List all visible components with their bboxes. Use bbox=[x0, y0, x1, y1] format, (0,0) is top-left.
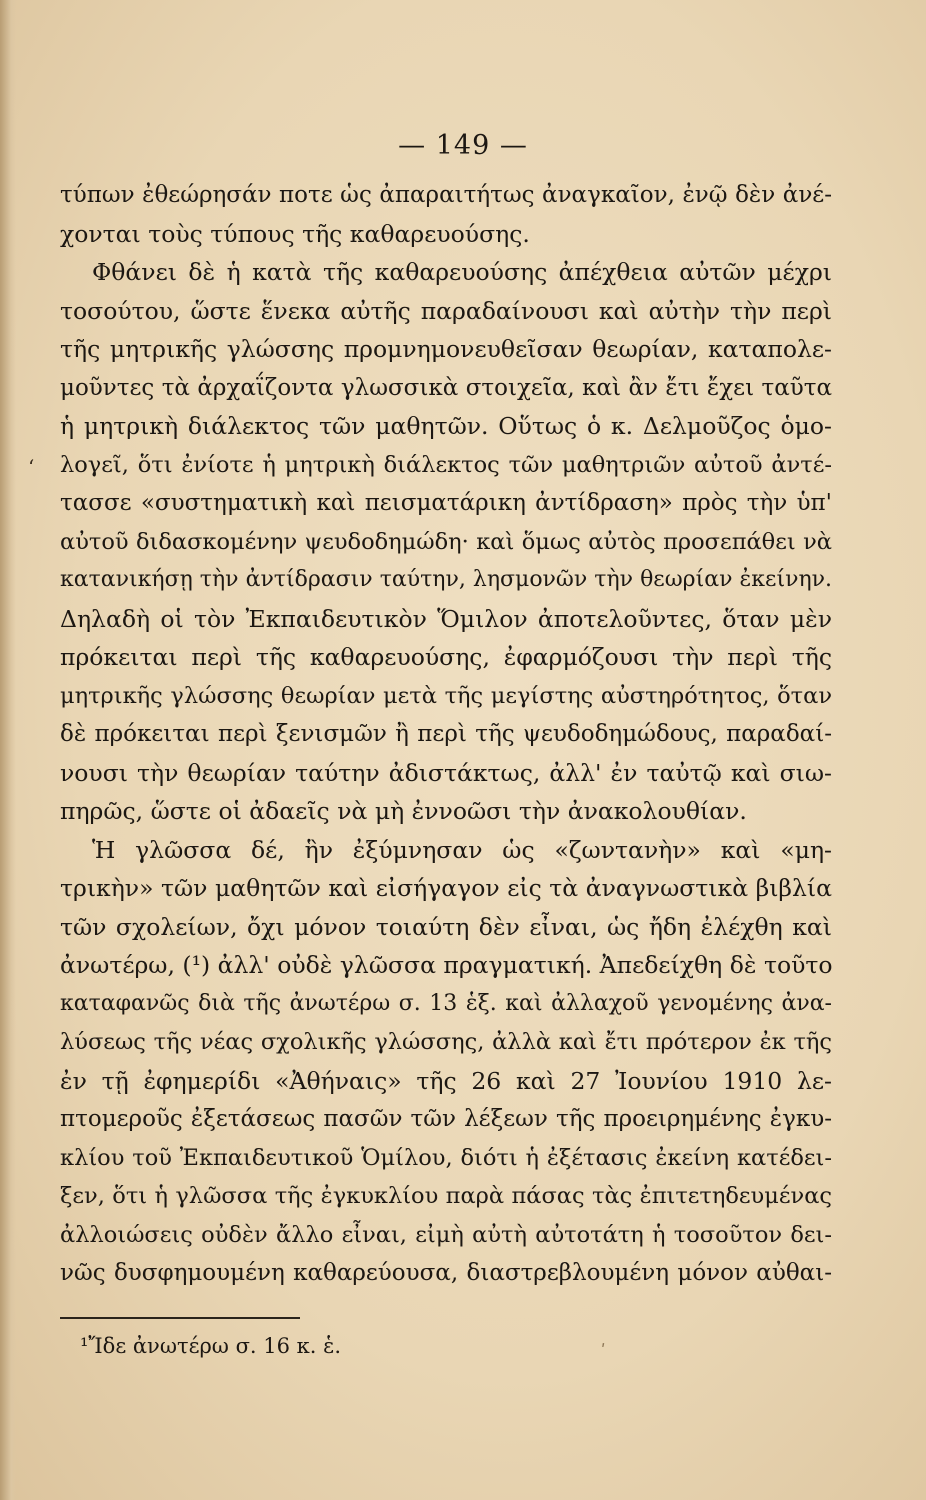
text-line: ἡ μητρικὴ διάλεκτος τῶν μαθητῶν. Οὕτως ὁ κ. Δελμοῦζος ὁμο- bbox=[60, 412, 832, 440]
text-line: δὲ πρόκειται περὶ ξενισμῶν ἢ περὶ τῆς ψευδοδημώδους, παραδαί- bbox=[60, 721, 832, 747]
text-line: τῶν σχολείων, ὄχι μόνον τοιαύτη δὲν εἶναι, ὡς ἤδη ἐλέχθη καὶ bbox=[60, 912, 832, 941]
text-line: ἐν τῇ ἐφημερίδι «Ἀθήναις» τῆς 26 καὶ 27 Ἰουνίου 1910 λε- bbox=[60, 1066, 832, 1095]
text-line: χονται τοὺς τύπους τῆς καθαρευούσης. bbox=[60, 219, 530, 248]
text-line: λύσεως τῆς νέας σχολικῆς γλώσσης, ἀλλὰ καὶ ἔτι πρότερον ἐκ τῆς bbox=[60, 1029, 832, 1055]
footnote: ¹Ἴδε ἀνωτέρω σ. 16 κ. ἑ. bbox=[80, 1334, 342, 1358]
text-line: μητρικῆς γλώσσης θεωρίαν μετὰ τῆς μεγίστης αὐστηρότητος, ὅταν bbox=[60, 682, 832, 709]
text-line: αὐτοῦ διδασκομένην ψευδοδημώδη· καὶ ὅμως αὐτὸς προσεπάθει νὰ bbox=[60, 528, 832, 555]
text-line: λογεῖ, ὅτι ἐνίοτε ἡ μητρικὴ διάλεκτος τῶν μαθητριῶν αὐτοῦ ἀντέ- bbox=[60, 451, 832, 478]
margin-mark: ʻ bbox=[28, 455, 35, 479]
page-edge-shadow bbox=[0, 0, 16, 1500]
text-line: νουσι τὴν θεωρίαν ταύτην ἀδιστάκτως, ἀλλ' ἐν ταὐτῷ καὶ σιω- bbox=[60, 758, 832, 787]
text-line: τῆς μητρικῆς γλώσσης προμνημονευθεῖσαν θεωρίαν, καταπολε- bbox=[60, 335, 832, 363]
text-line: νῶς δυσφημουμένη καθαρεύουσα, διαστρεβλουμένη μόνον αὐθαι- bbox=[60, 1260, 832, 1286]
text-line: τύπων ἐθεώρησάν ποτε ὡς ἀπαραιτήτως ἀναγκαῖον, ἐνῷ δὲν ἀνέ- bbox=[60, 182, 832, 208]
text-line: τρικὴν» τῶν μαθητῶν καὶ εἰσήγαγον εἰς τὰ ἀναγνωστικὰ βιβλία bbox=[60, 874, 832, 902]
footnote-divider bbox=[60, 1317, 300, 1319]
text-line: Ἡ γλῶσσα δέ, ἣν ἐξύμνησαν ὡς «ζωντανὴν» καὶ «μη- bbox=[92, 835, 832, 864]
text-line: ἀνωτέρω, (¹) ἀλλ' οὐδὲ γλῶσσα πραγματική. Ἀπεδείχθη δὲ τοῦτο bbox=[60, 951, 833, 979]
text-line: τασσε «συστηματικὴ καὶ πεισματάρικη ἀντίδραση» πρὸς τὴν ὑπ' bbox=[60, 490, 832, 516]
text-line: Δηλαδὴ οἱ τὸν Ἐκπαιδευτικὸν Ὅμιλον ἀποτελοῦντες, ὅταν μὲν bbox=[60, 604, 832, 633]
text-line: τοσούτου, ὥστε ἕνεκα αὐτῆς παραδαίνουσι καὶ αὐτὴν τὴν περὶ bbox=[60, 296, 832, 325]
text-line: Φθάνει δὲ ἡ κατὰ τῆς καθαρευούσης ἀπέχθεια αὐτῶν μέχρι bbox=[92, 258, 832, 286]
body-text bbox=[60, 176, 832, 1293]
text-line: ξεν, ὅτι ἡ γλῶσσα τῆς ἐγκυκλίου παρὰ πάσας τὰς ἐπιτετηδευμένας bbox=[60, 1183, 832, 1209]
text-line: κλίου τοῦ Ἐκπαιδευτικοῦ Ὁμίλου, διότι ἡ ἐξέτασις ἐκείνη κατέδει- bbox=[60, 1144, 832, 1171]
page-number: — 149 — bbox=[398, 130, 528, 161]
text-line: μοῦντες τὰ ἀρχαΐζοντα γλωσσικὰ στοιχεῖα, καὶ ἂν ἔτι ἔχει ταῦτα bbox=[60, 374, 832, 401]
text-line: κατανικήσῃ τὴν ἀντίδρασιν ταύτην, λησμονῶν τὴν θεωρίαν ἐκείνην. bbox=[60, 567, 832, 592]
text-line: ἀλλοιώσεις οὐδὲν ἄλλο εἶναι, εἰμὴ αὐτὴ αὐτοτάτη ἡ τοσοῦτον δει- bbox=[60, 1221, 832, 1248]
text-line: πηρῶς, ὥστε οἱ ἀδαεῖς νὰ μὴ ἐννοῶσι τὴν ἀνακολουθίαν. bbox=[60, 797, 747, 825]
text-line: πρόκειται περὶ τῆς καθαρευούσης, ἐφαρμόζουσι τὴν περὶ τῆς bbox=[60, 643, 832, 671]
ink-speck: ʹ bbox=[601, 1341, 606, 1360]
text-line: πτομεροῦς ἐξετάσεως πασῶν τῶν λέξεων τῆς προειρημένης ἐγκυ- bbox=[60, 1106, 832, 1132]
text-line: καταφανῶς διὰ τῆς ἀνωτέρω σ. 13 ἑξ. καὶ ἀλλαχοῦ γενομένης ἀνα- bbox=[60, 990, 832, 1016]
